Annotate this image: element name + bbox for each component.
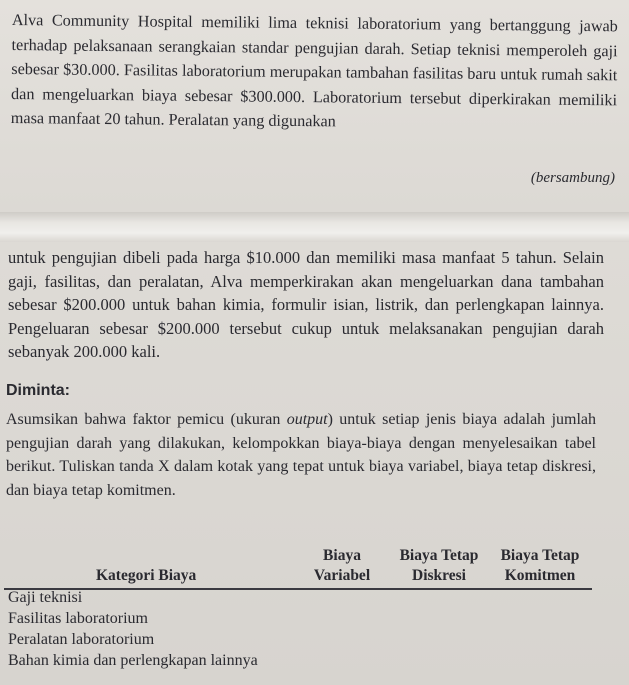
- header-committed-line2: Komitmen: [504, 567, 576, 584]
- table-header: [4, 540, 592, 588]
- instructions-text-start: Asumsikan bahwa faktor pemicu (ukuran: [6, 411, 287, 428]
- instructions-paragraph: [6, 408, 596, 502]
- checkbox-discretionary[interactable]: [432, 632, 446, 646]
- checkbox-discretionary[interactable]: [432, 611, 446, 625]
- cost-classification-table: [4, 540, 592, 669]
- checkbox-committed[interactable]: [532, 590, 546, 604]
- row-label-technician-salary: Gaji teknisi: [8, 589, 83, 606]
- checkbox-variable[interactable]: [334, 653, 348, 667]
- header-discretionary-line2: Diskresi: [412, 567, 466, 584]
- checkbox-variable[interactable]: [334, 611, 348, 625]
- header-category: Kategori Biaya: [96, 567, 197, 584]
- checkbox-committed[interactable]: [532, 653, 546, 667]
- instructions-text-end: ) untuk setiap jenis biaya adalah jumlah pengujian darah yang dilakukan, kelompokkan biaya-biaya dengan menyelesaikan tabel berikut. Tuliskan tanda X dalam kotak yang tepat untuk biaya variabel, biaya tetap diskresi, dan biaya tetap komitmen.: [6, 411, 597, 499]
- header-variable-cost: [310, 546, 374, 586]
- table-row: [4, 608, 592, 629]
- table-row: [4, 629, 592, 650]
- header-discretionary-fixed-cost: [394, 546, 484, 586]
- checkbox-discretionary[interactable]: [432, 590, 446, 604]
- header-committed-line1: Biaya Tetap: [500, 547, 580, 564]
- problem-paragraph-top: Alva Community Hospital memiliki lima teknisi laboratorium yang bertanggung jawab terhadap pelaksanaan serangkaian standar pengujian darah. Setiap teknisi memperoleh gaji sebesar $30.000. Fasilitas laboratorium merupakan tambahan fasilitas baru untuk rumah sakit dan mengeluarkan biaya sebesar $300.000. Laboratorium tersebut diperkirakan memiliki masa manfaat 20 tahun. Peralatan yang digunakan: [10, 10, 618, 131]
- header-variable-line1: Biaya: [323, 547, 361, 564]
- row-label-chemicals-supplies: Bahan kimia dan perlengkapan lainnya: [8, 652, 258, 669]
- checkbox-discretionary[interactable]: [432, 653, 446, 667]
- header-committed-fixed-cost: [492, 546, 588, 586]
- table-row: [4, 587, 592, 608]
- page-fold: [0, 212, 629, 242]
- checkbox-variable[interactable]: [334, 632, 348, 646]
- table-row: [4, 650, 592, 671]
- checkbox-committed[interactable]: [532, 632, 546, 646]
- instructions-italic-term: output: [286, 411, 328, 428]
- problem-paragraph-bottom: untuk pengujian dibeli pada harga $10.000 dan memiliki masa manfaat 5 tahun. Selain gaji, fasilitas, dan peralatan, Alva memperkirakan akan mengeluarkan dana tambahan sebesar $200.000 untuk bahan kimia, formulir isian, listrik, dan perlengkapan lainnya. Pengeluaran sebesar $200.000 tersebut cukup untuk melaksanakan pengujian darah sebanyak 200.000 kali.: [8, 248, 604, 361]
- required-heading: Diminta:: [6, 382, 70, 399]
- header-variable-line2: Variabel: [313, 567, 371, 584]
- header-discretionary-line1: Biaya Tetap: [399, 547, 479, 564]
- checkbox-variable[interactable]: [334, 590, 348, 604]
- table-body: [4, 587, 592, 671]
- checkbox-committed[interactable]: [532, 611, 546, 625]
- continued-label: (bersambung): [530, 170, 615, 186]
- row-label-lab-facility: Fasilitas laboratorium: [8, 610, 148, 627]
- row-label-lab-equipment: Peralatan laboratorium: [8, 631, 155, 648]
